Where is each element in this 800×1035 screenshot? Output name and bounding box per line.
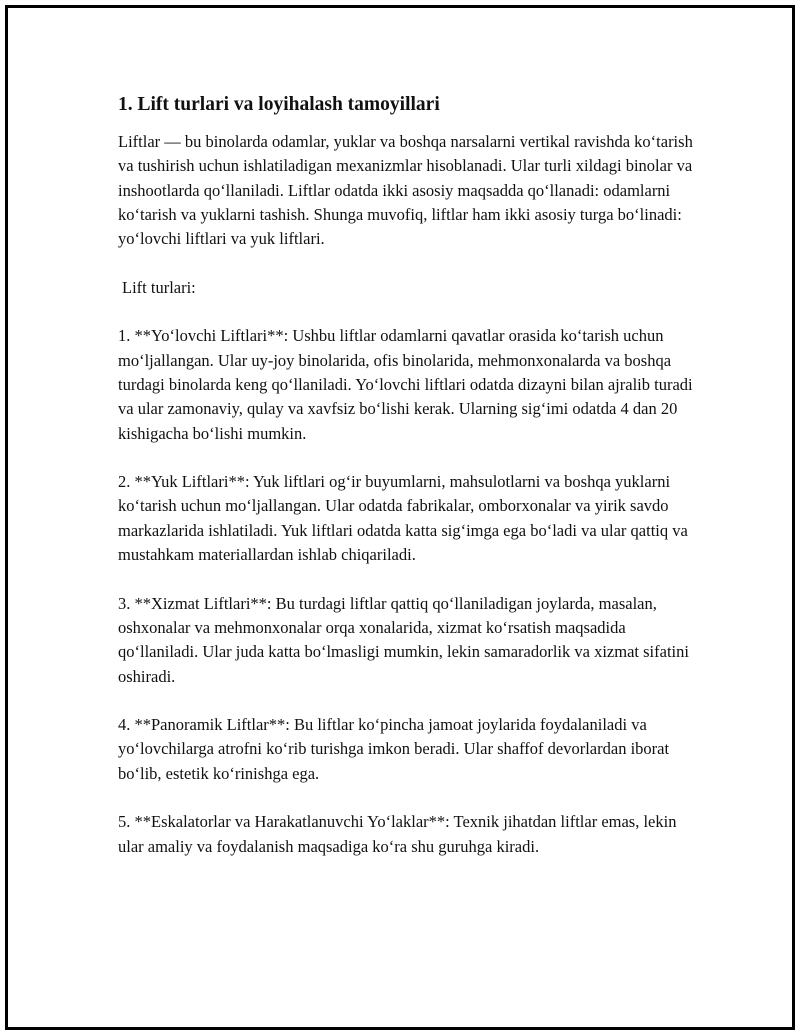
list-item-passenger-lifts: 1. **Yo‘lovchi Liftlari**: Ushbu liftlar odamlarni qavatlar orasida ko‘tarish uchun mo‘ljallangan. Ular uy-joy binolarida, ofis binolarida, mehmonxonalarda va boshqa turdagi binolarda keng qo‘llaniladi. Yo‘lovchi liftlari odatda dizayni bilan ajralib turadi va ular zamonaviy, qulay va xavfsiz bo‘lishi kerak. Ularning sig‘imi odatda 4 dan 20 kishigacha bo‘lishi mumkin. [118, 326, 693, 443]
subheading-lift-types: Lift turlari: [122, 277, 196, 297]
list-item-escalators: 5. **Eskalatorlar va Harakatlanuvchi Yo‘laklar**: Texnik jihatdan liftlar emas, lekin ular amaliy va foydalanish maqsadiga ko‘ra shu guruhga kiradi. [118, 812, 677, 856]
intro-paragraph: Liftlar — bu binolarda odamlar, yuklar va boshqa narsalarni vertikal ravishda ko‘tarish va tushirish uchun ishlatiladigan mexanizmlar hisoblanadi. Ular turli xildagi binolar va inshootlarda qo‘llaniladi. Liftlar odatda ikki asosiy maqsadda qo‘llanadi: odamlarni ko‘tarish va yuklarni tashish. Shunga muvofiq, liftlar ham ikki asosiy turga bo‘linadi: yo‘lovchi liftlari va yuk liftlari. [118, 132, 693, 249]
list-item-freight-lifts: 2. **Yuk Liftlari**: Yuk liftlari og‘ir buyumlarni, mahsulotlarni va boshqa yuklarni ko‘tarish uchun mo‘ljallangan. Ular odatda fabrikalar, omborxonalar va yirik savdo markazlarida ishlatiladi. Yuk liftlari odatda katta sig‘imga ega bo‘ladi va ular qattiq va mustahkam materiallardan ishlab chiqariladi. [118, 472, 688, 565]
section-heading: 1. Lift turlari va loyihalash tamoyillari [118, 94, 440, 115]
list-item-service-lifts: 3. **Xizmat Liftlari**: Bu turdagi liftlar qattiq qo‘llaniladigan joylarda, masalan, oshxonalar va mehmonxonalar orqa xonalarida, xizmat ko‘rsatish maqsadida qo‘llaniladi. Ular juda katta bo‘lmasligi mumkin, lekin samaradorlik va xizmat sifatini oshiradi. [118, 593, 689, 686]
list-item-panoramic-lifts: 4. **Panoramik Liftlar**: Bu liftlar ko‘pincha jamoat joylarida foydalaniladi va yo‘lovchilarga atrofni ko‘rib turishga imkon beradi. Ular shaffof devorlardan iborat bo‘lib, estetik ko‘rinishga ega. [118, 715, 670, 783]
document-body [118, 92, 693, 883]
